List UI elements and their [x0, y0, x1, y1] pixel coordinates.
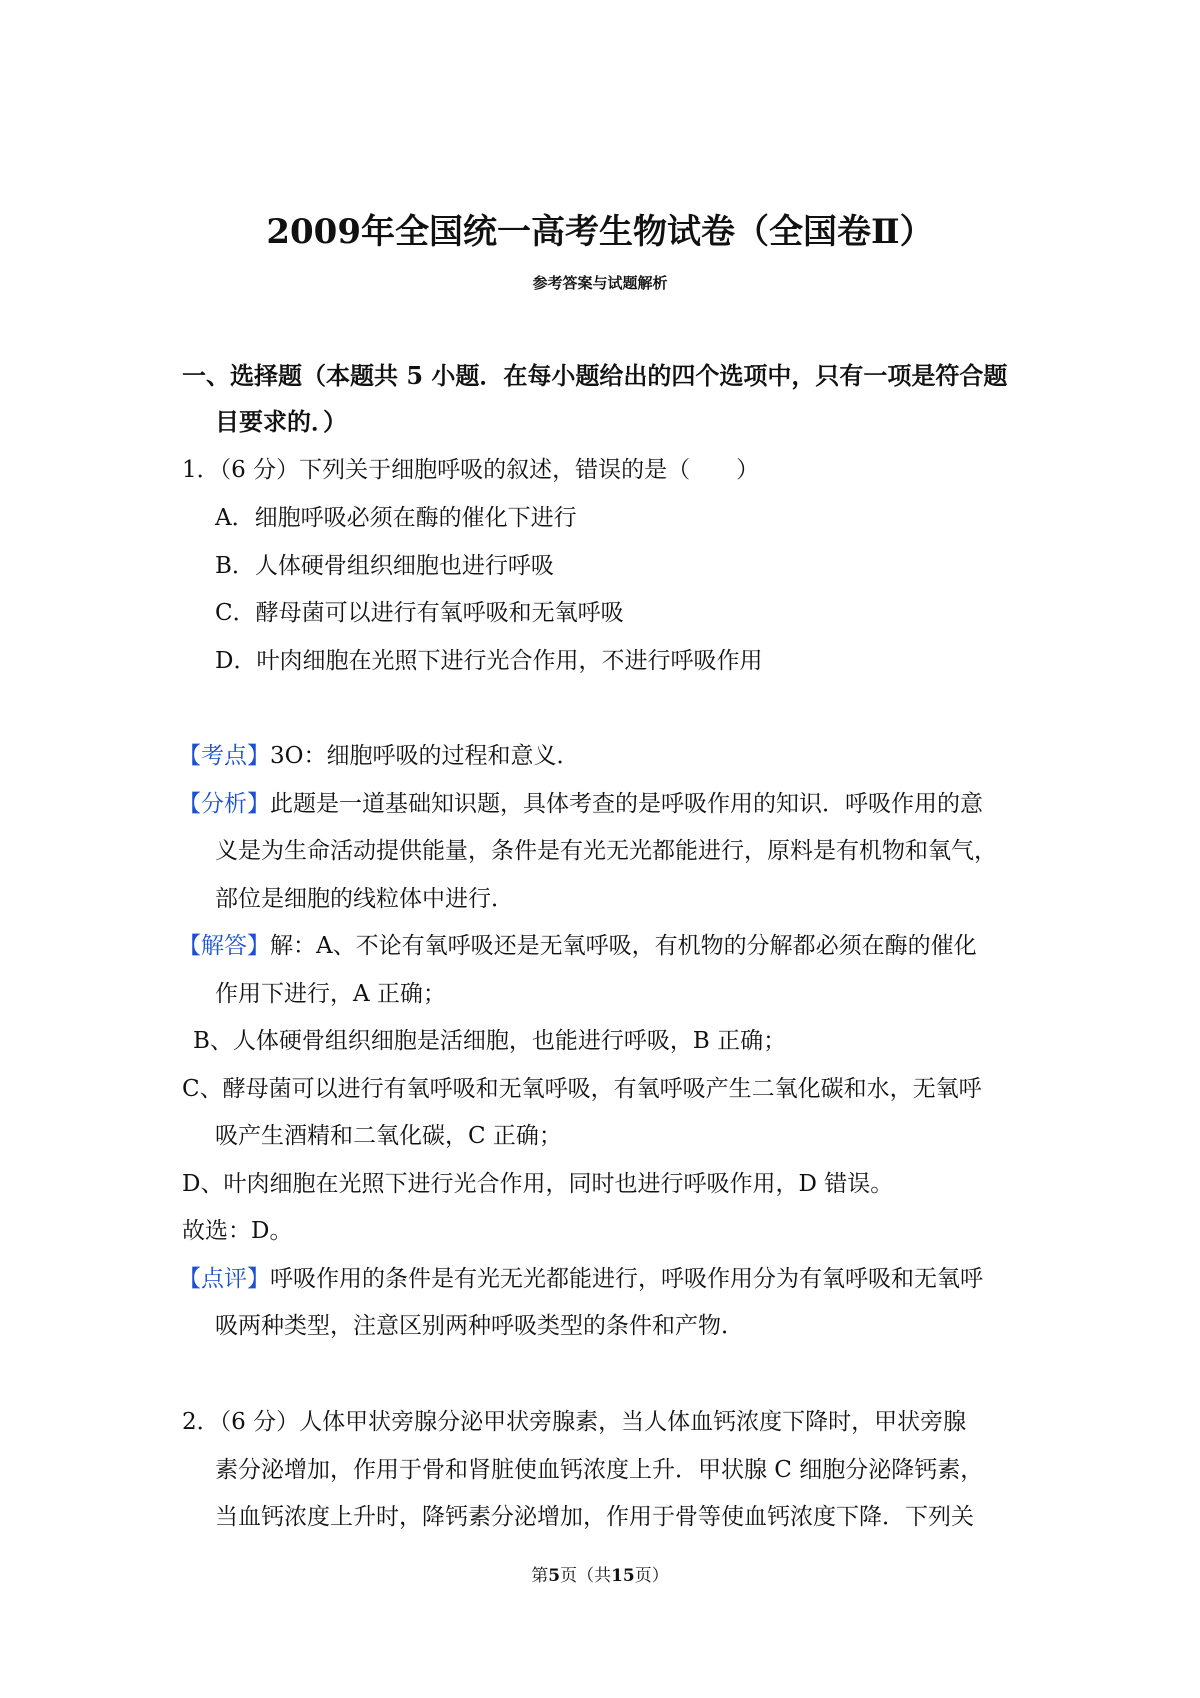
jieda-line-1 — [178, 931, 977, 961]
question-1-option-d: D．叶肉细胞在光照下进行光合作用，不进行呼吸作用 — [215, 648, 763, 674]
question-2-line-2: 素分泌增加，作用于骨和肾脏使血钙浓度上升．甲状腺 C 细胞分泌降钙素， — [215, 1457, 984, 1483]
question-1-option-c: C．酵母菌可以进行有氧呼吸和无氧呼吸 — [215, 600, 624, 626]
kaodian-text: 3O：细胞呼吸的过程和意义． — [270, 743, 580, 769]
footer-total-pages: 15 — [611, 1566, 635, 1586]
page-subtitle: 参考答案与试题解析 — [532, 274, 668, 292]
question-1-stem: 1．（6 分）下列关于细胞呼吸的叙述，错误的是（ ） — [182, 457, 760, 483]
dianping-tag: 【点评】 — [178, 1266, 270, 1292]
jieda-line-7: 故选：D。 — [182, 1218, 293, 1244]
kaodian-tag: 【考点】 — [178, 743, 270, 769]
jieda-line-3: B、人体硬骨组织细胞是活细胞，也能进行呼吸，B 正确； — [193, 1028, 787, 1054]
section-heading-line-2: 目要求的．） — [215, 407, 347, 436]
kaodian-line — [178, 741, 580, 771]
question-2-line-1: 2．（6 分）人体甲状旁腺分泌甲状旁腺素，当人体血钙浓度下降时，甲状旁腺 — [182, 1409, 967, 1435]
fenxi-line-3: 部位是细胞的线粒体中进行． — [215, 886, 514, 912]
jieda-line-4: C、酵母菌可以进行有氧呼吸和无氧呼吸，有氧呼吸产生二氧化碳和水，无氧呼 — [182, 1076, 982, 1102]
dianping-line-2: 吸两种类型，注意区别两种呼吸类型的条件和产物． — [215, 1313, 744, 1339]
section-heading-line-1: 一、选择题（本题共 5 小题．在每小题给出的四个选项中，只有一项是符合题 — [182, 361, 1008, 390]
fenxi-text-1: 此题是一道基础知识题，具体考查的是呼吸作用的知识．呼吸作用的意 — [270, 791, 983, 817]
fenxi-line-1 — [178, 789, 983, 819]
page-footer — [0, 1561, 1200, 1586]
dianping-line-1 — [178, 1264, 983, 1294]
page-title: 2009年全国统一高考生物试卷（全国卷Ⅱ） — [266, 212, 934, 252]
jieda-tag: 【解答】 — [178, 933, 270, 959]
footer-suffix: 页） — [634, 1566, 669, 1586]
dianping-text-1: 呼吸作用的条件是有光无光都能进行，呼吸作用分为有氧呼吸和无氧呼 — [270, 1266, 983, 1292]
jieda-text-1: 解：A、不论有氧呼吸还是无氧呼吸，有机物的分解都必须在酶的催化 — [270, 933, 977, 959]
jieda-line-2: 作用下进行，A 正确； — [215, 981, 446, 1007]
footer-page-number: 5 — [548, 1566, 561, 1586]
question-2-line-3: 当血钙浓度上升时，降钙素分泌增加，作用于骨等使血钙浓度下降．下列关 — [215, 1504, 974, 1530]
jieda-line-6: D、叶肉细胞在光照下进行光合作用，同时也进行呼吸作用，D 错误。 — [182, 1171, 894, 1197]
fenxi-line-2: 义是为生命活动提供能量，条件是有光无光都能进行，原料是有机物和氧气， — [215, 838, 997, 864]
footer-prefix: 第 — [531, 1566, 549, 1586]
footer-middle: 页（共 — [560, 1566, 612, 1586]
question-1-option-b: B．人体硬骨组织细胞也进行呼吸 — [215, 553, 554, 579]
jieda-line-5: 吸产生酒精和二氧化碳，C 正确； — [215, 1123, 562, 1149]
question-1-option-a: A．细胞呼吸必须在酶的催化下进行 — [215, 505, 577, 531]
fenxi-tag: 【分析】 — [178, 791, 270, 817]
